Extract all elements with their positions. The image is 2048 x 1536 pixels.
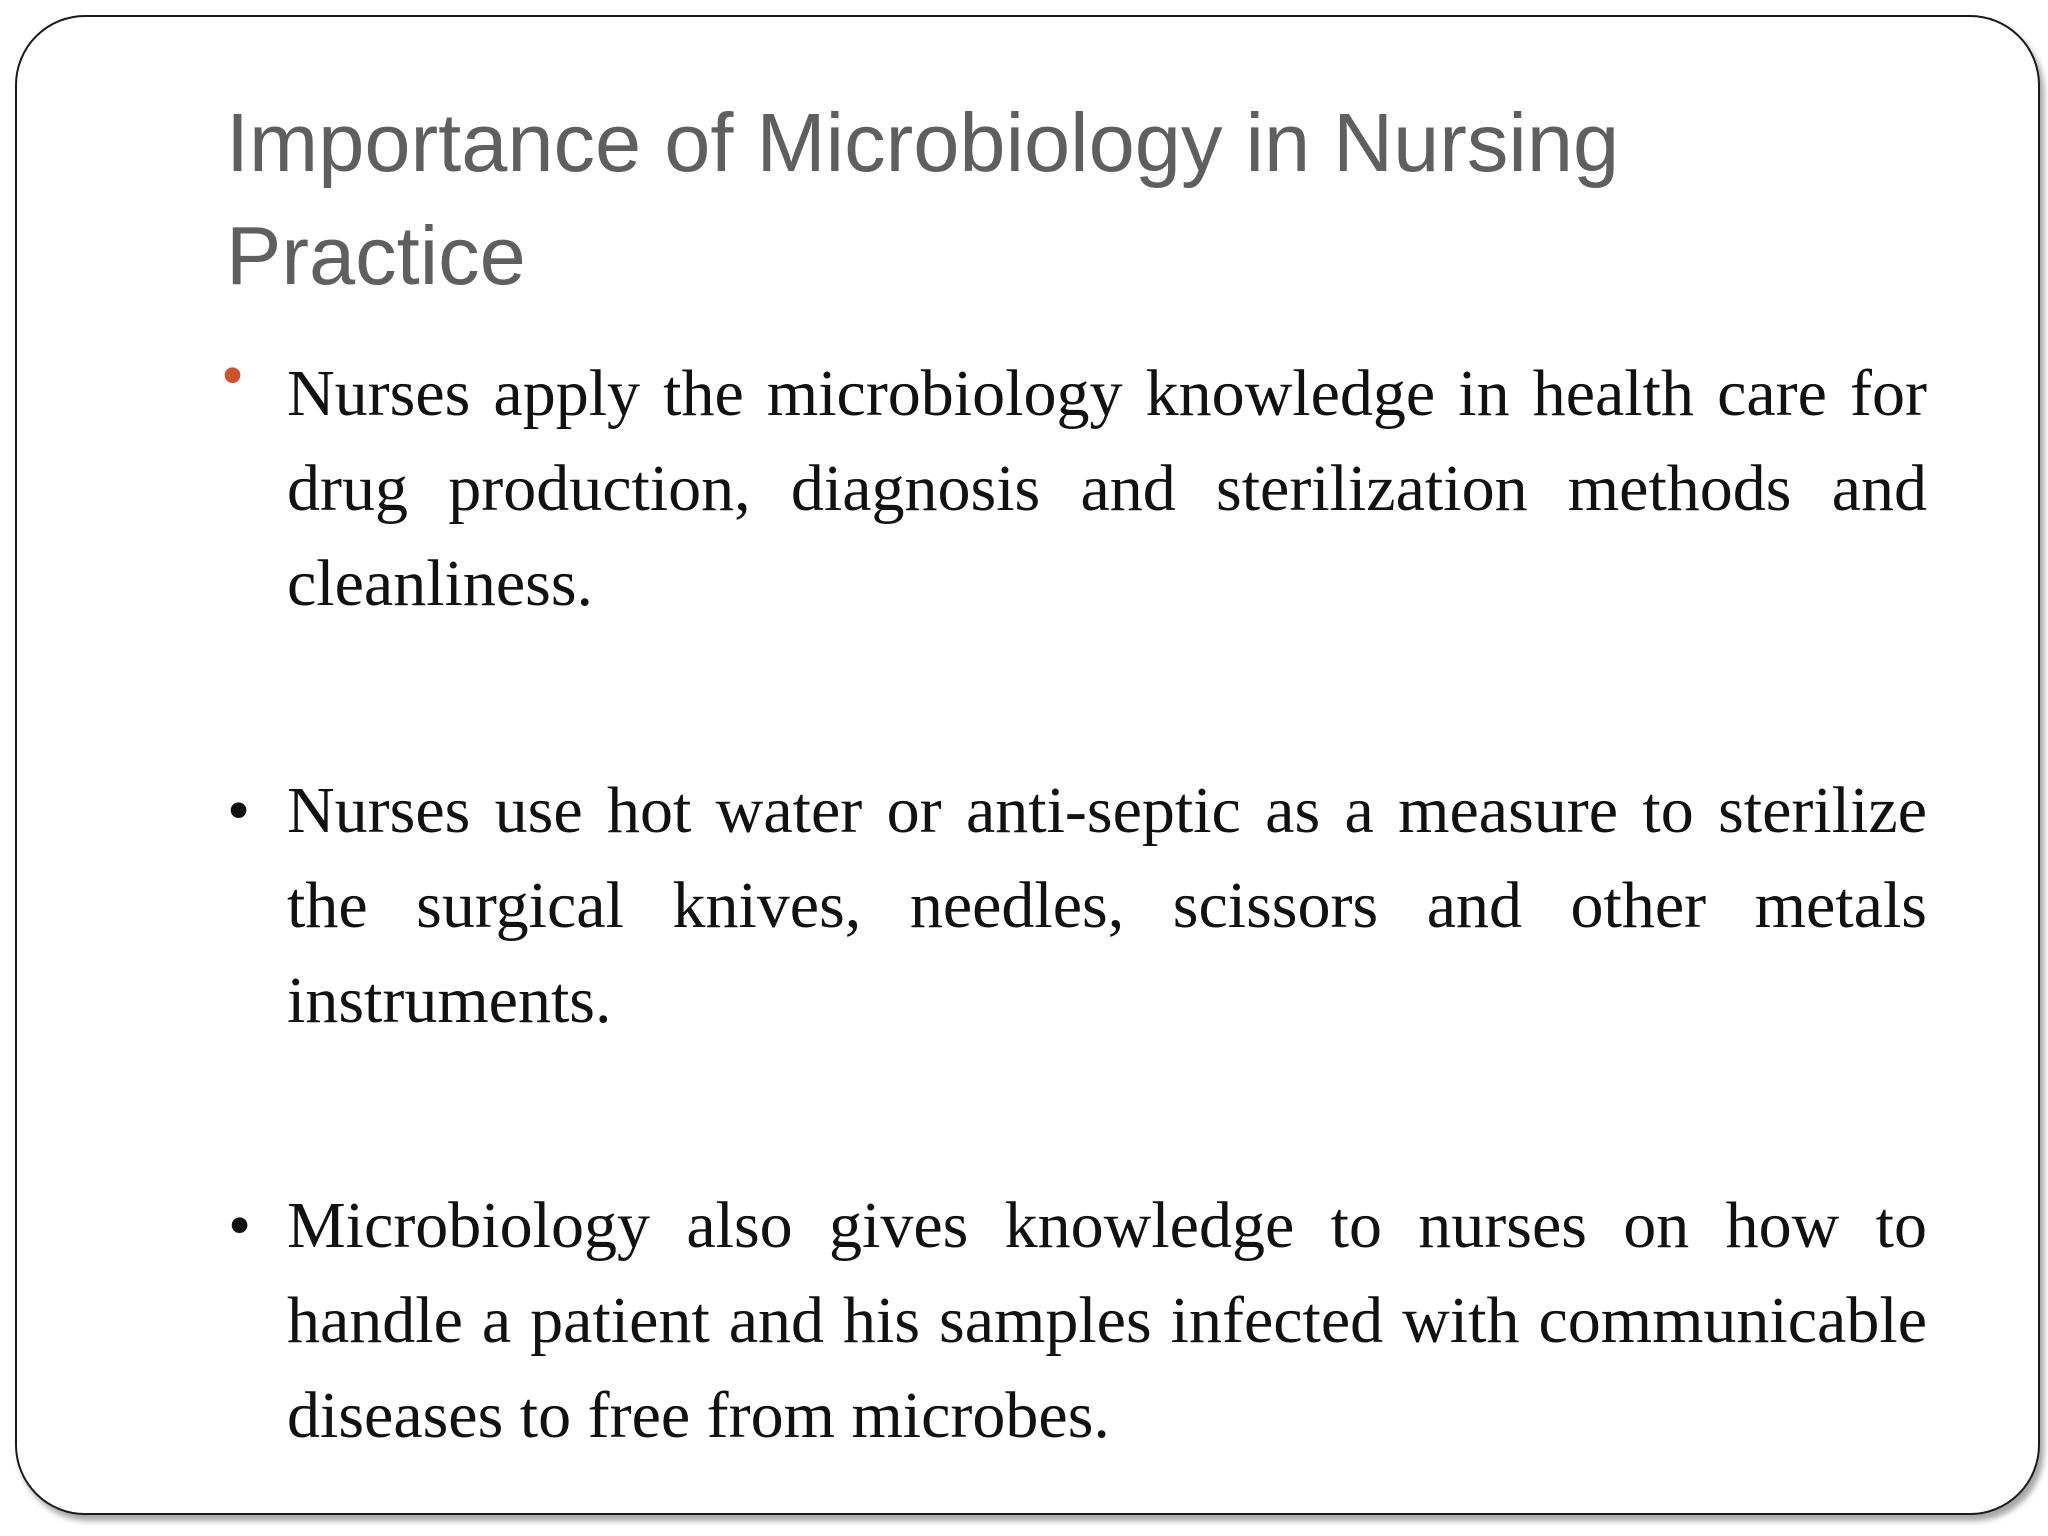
slide-title: Importance of Microbiology in Nursing Practice xyxy=(226,96,1620,302)
bullet-text-3: Microbiology also gives knowledge to nurses on how to handle a patient and his samples infected with communicable diseases to free from microbes. xyxy=(287,1189,1927,1452)
bullet-item-3 xyxy=(228,1178,1927,1463)
bullet-item-2 xyxy=(227,763,1927,1048)
bullet-text-2: Nurses use hot water or anti-septic as a measure to sterilize the surgical knives, needles, scissors and other metals instruments. xyxy=(287,774,1927,1037)
bullet-marker-1: • xyxy=(221,339,245,412)
bullet-marker-3: • xyxy=(228,1189,252,1262)
bullet-marker-2: • xyxy=(227,774,251,847)
bullet-text-1: Nurses apply the microbiology knowledge in health care for drug production, diagnosis and sterilization methods and cleanliness. xyxy=(287,357,1927,620)
bullet-item-1 xyxy=(221,339,1927,631)
